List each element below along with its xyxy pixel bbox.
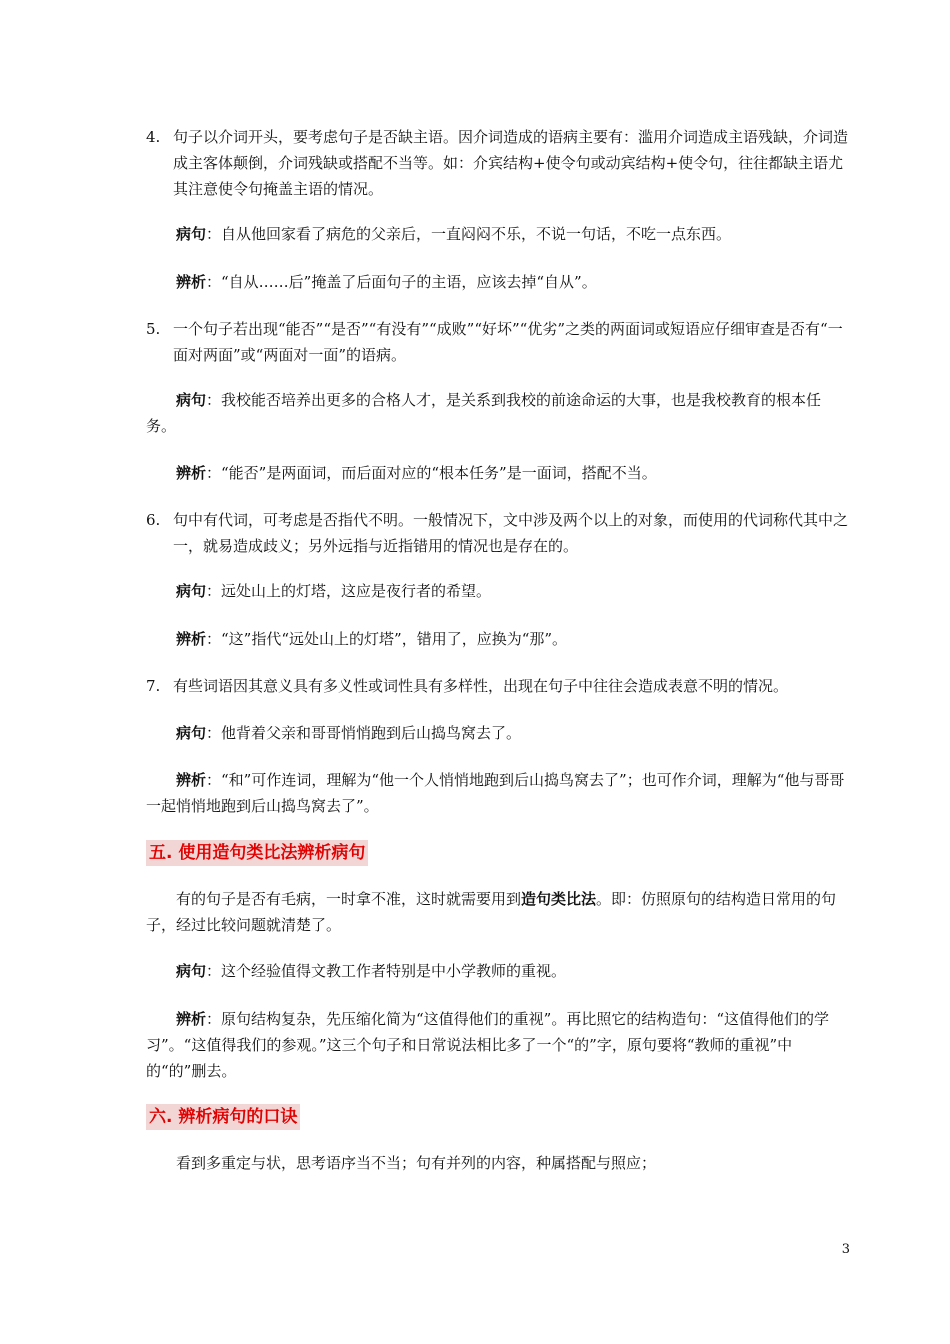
example-text: ：自从他回家看了病危的父亲后，一直闷闷不乐，不说一句话，不吃一点东西。: [206, 225, 732, 243]
page-number: 3: [841, 1242, 850, 1257]
example-sentence: [146, 720, 851, 746]
item-number: 5.: [146, 320, 161, 338]
list-item-6: [146, 507, 851, 559]
intro-text-end: 。即：仿照原句的结构造日常用的句子，经过比较问题就清楚了。: [146, 890, 837, 934]
intro-text: 有的句子是否有毛病，一时拿不准，这时就需要用到: [176, 890, 522, 908]
example-sentence: [146, 221, 851, 247]
example-text: ：他背着父亲和哥哥悄悄跑到后山捣鸟窝去了。: [206, 724, 522, 742]
analysis-text: ：“这”指代“远处山上的灯塔”，错用了，应换为“那”。: [206, 630, 568, 648]
example-label: 病句: [176, 391, 207, 409]
example-label: 病句: [176, 225, 207, 243]
analysis-paragraph: [146, 269, 851, 295]
analysis-label: 辨析: [176, 273, 207, 291]
item-text: 有些词语因其意义具有多义性或词性具有多样性，出现在句子中往往会造成表意不明的情况。: [173, 677, 789, 695]
analysis-text: ：“自从……后”掩盖了后面句子的主语，应该去掉“自从”。: [206, 273, 597, 291]
example-text: ：这个经验值得文教工作者特别是中小学教师的重视。: [206, 962, 567, 980]
example-sentence: [146, 958, 851, 984]
analysis-label: 辨析: [176, 630, 207, 648]
item-text: 一个句子若出现“能否”“是否”“有没有”“成败”“好坏”“优劣”之类的两面词或短语应仔细审查是否有“一面对两面”或“两面对一面”的语病。: [173, 320, 843, 364]
item-number: 7.: [146, 677, 161, 695]
section-heading-5: 五. 使用造句类比法辨析病句: [146, 840, 368, 866]
item-text: 句子以介词开头，要考虑句子是否缺主语。因介词造成的语病主要有：滥用介词造成主语残缺，介词造成主客体颠倒，介词残缺或搭配不当等。如：介宾结构+使令句或动宾结构+使令句，往往都缺主语尤其注意使令句掩盖主语的情况。: [173, 128, 849, 198]
example-sentence: [146, 387, 851, 439]
example-label: 病句: [176, 724, 207, 742]
analysis-paragraph: [146, 1006, 851, 1084]
example-sentence: [146, 578, 851, 604]
analysis-label: 辨析: [176, 771, 207, 789]
analysis-paragraph: [146, 767, 851, 819]
list-item-5: [146, 316, 851, 368]
analysis-label: 辨析: [176, 464, 207, 482]
intro-keyword: 造句类比法: [521, 890, 597, 908]
example-text: ：我校能否培养出更多的合格人才，是关系到我校的前途命运的大事，也是我校教育的根本任务。: [146, 391, 822, 435]
example-label: 病句: [176, 582, 207, 600]
example-text: ：远处山上的灯塔，这应是夜行者的希望。: [206, 582, 492, 600]
analysis-label: 辨析: [176, 1010, 207, 1028]
section-heading-6: 六. 辨析病句的口诀: [146, 1104, 300, 1130]
example-label: 病句: [176, 962, 207, 980]
analysis-paragraph: [146, 460, 851, 486]
analysis-text: ：“和”可作连词，理解为“他一个人悄悄地跑到后山捣鸟窝去了”；也可作介词，理解为“他与哥哥一起悄悄地跑到后山捣鸟窝去了”。: [146, 771, 845, 815]
analysis-text: ：“能否”是两面词，而后面对应的“根本任务”是一面词，搭配不当。: [206, 464, 657, 482]
list-item-4: [146, 124, 851, 202]
mnemonic-text: 看到多重定与状，思考语序当不当；句有并列的内容，种属搭配与照应；: [176, 1154, 657, 1172]
analysis-text: ：原句结构复杂，先压缩化简为“这值得他们的重视”。再比照它的结构造句：“这值得他们的学习”。“这值得我们的参观。”这三个句子和日常说法相比多了一个“的”字，原句要将“教师的重视”中的“的”删去。: [146, 1010, 830, 1080]
section5-intro: [146, 886, 851, 938]
item-text: 句中有代词，可考虑是否指代不明。一般情况下，文中涉及两个以上的对象，而使用的代词称代其中之一，就易造成歧义；另外远指与近指错用的情况也是存在的。: [173, 511, 849, 555]
list-item-7: [146, 673, 851, 699]
analysis-paragraph: [146, 626, 851, 652]
item-number: 6.: [146, 511, 161, 529]
item-number: 4.: [146, 128, 161, 146]
